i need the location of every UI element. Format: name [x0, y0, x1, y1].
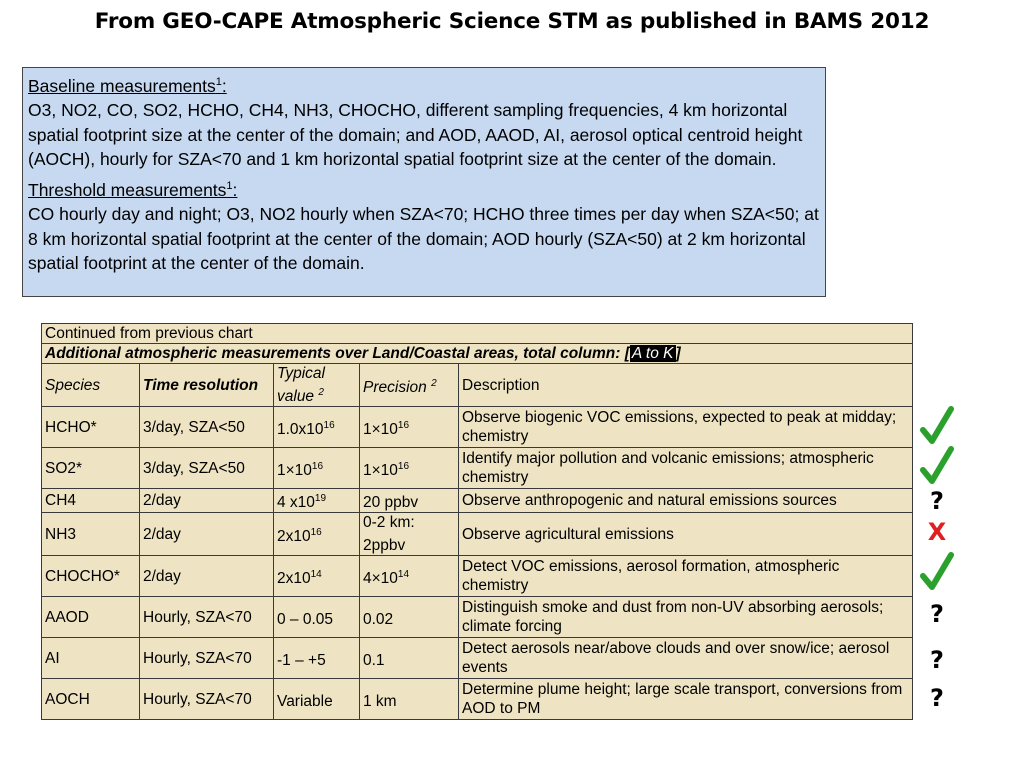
species-cell: AI — [42, 638, 140, 679]
typical-cell: $1\times 10^{16}$ — [274, 448, 360, 489]
table-row — [42, 513, 913, 556]
species-cell: AOCH — [42, 679, 140, 720]
time-cell: 3/day, SZA<50 — [140, 448, 274, 489]
question-mark-aoch: ? — [930, 684, 944, 712]
baseline-text: O3, NO2, CO, SO2, HCHO, CH4, NH3, CHOCHO, different sampling frequencies, 4 km horizontal spatial footprint size at the center of the domain; and AOD, AAOD, AI, aerosol optical centroid height (AOCH), hourly for SZA<70 and 1 km horizontal spatial footprint size at the center of the domain. — [28, 100, 803, 170]
typical-cell: 0 – 0.05 — [274, 597, 360, 638]
table-row — [42, 679, 913, 720]
check-icon — [915, 446, 959, 486]
typical-cell: -1 – +5 — [274, 638, 360, 679]
header-description: Description — [459, 364, 913, 407]
additional-measurements-header: Additional atmospheric measurements over Land/Coastal areas, total column: [ A to K ] — [42, 344, 913, 364]
precision-cell: $4\times 10^{14}$ — [360, 556, 459, 597]
question-mark-ch4: ? — [930, 487, 944, 515]
x-mark-nh3: X — [927, 518, 947, 546]
description-cell: Determine plume height; large scale transport, conversions from AOD to PM — [459, 679, 913, 720]
species-cell: SO2* — [42, 448, 140, 489]
description-cell: Observe agricultural emissions — [459, 513, 913, 556]
precision-cell: 0.1 — [360, 638, 459, 679]
precision-cell: $1\times 10^{16}$ — [360, 448, 459, 489]
table-row — [42, 407, 913, 448]
header-species: Species — [42, 364, 140, 407]
description-cell: Distinguish smoke and dust from non-UV absorbing aerosols; climate forcing — [459, 597, 913, 638]
continued-note: Continued from previous chart — [42, 324, 913, 344]
description-cell: Observe anthropogenic and natural emissions sources — [459, 489, 913, 513]
description-cell: Observe biogenic VOC emissions, expected to peak at midday; chemistry — [459, 407, 913, 448]
measurements-table — [41, 323, 913, 720]
check-icon — [915, 552, 959, 592]
a-to-k-label: A to K — [631, 345, 674, 362]
precision-cell: 1 km — [360, 679, 459, 720]
typical-cell: 4 $x10^{19}$ — [274, 489, 360, 513]
typical-cell: $2x10^{16}$ — [274, 513, 360, 556]
species-cell: CHOCHO* — [42, 556, 140, 597]
description-cell: Detect VOC emissions, aerosol formation, atmospheric chemistry — [459, 556, 913, 597]
precision-cell: 0.02 — [360, 597, 459, 638]
precision-cell: 20 ppbv — [360, 489, 459, 513]
page-title: From GEO-CAPE Atmospheric Science STM as published in BAMS 2012 — [94, 9, 930, 34]
species-cell: AAOD — [42, 597, 140, 638]
time-cell: Hourly, SZA<70 — [140, 679, 274, 720]
requirements-box — [22, 67, 826, 297]
time-cell: 2/day — [140, 489, 274, 513]
species-cell: HCHO* — [42, 407, 140, 448]
table-row — [42, 489, 913, 513]
time-cell: 3/day, SZA<50 — [140, 407, 274, 448]
description-cell: Detect aerosols near/above clouds and over snow/ice; aerosol events — [459, 638, 913, 679]
check-icon — [915, 406, 959, 446]
threshold-text: CO hourly day and night; O3, NO2 hourly when SZA<70; HCHO three times per day when SZA<50; at 8 km horizontal spatial footprint at the center of the domain; AOD hourly (SZA<50) at 2 km horizontal spatial footprint at the center of the domain. — [28, 204, 819, 274]
precision-cell: 0-2 km: 2ppbv — [360, 513, 459, 556]
table-row — [42, 556, 913, 597]
precision-cell: $1\times 10^{16}$ — [360, 407, 459, 448]
threshold-heading: Threshold measurements$^1$: — [28, 179, 238, 200]
time-cell: 2/day — [140, 556, 274, 597]
species-cell: NH3 — [42, 513, 140, 556]
species-cell: CH4 — [42, 489, 140, 513]
header-time-resolution: Time resolution — [140, 364, 274, 407]
question-mark-aaod: ? — [930, 600, 944, 628]
baseline-heading: Baseline measurements$^1$: — [28, 75, 227, 96]
header-precision: Precision $^2$ — [360, 364, 459, 407]
time-cell: Hourly, SZA<70 — [140, 597, 274, 638]
question-mark-ai: ? — [930, 646, 944, 674]
table-row — [42, 597, 913, 638]
description-cell: Identify major pollution and volcanic emissions; atmospheric chemistry — [459, 448, 913, 489]
typical-cell: Variable — [274, 679, 360, 720]
header-typical-value: Typical value $^2$ — [274, 364, 360, 407]
typical-cell: $1.0x10^{16}$ — [274, 407, 360, 448]
time-cell: 2/day — [140, 513, 274, 556]
table-row — [42, 638, 913, 679]
table-row — [42, 448, 913, 489]
time-cell: Hourly, SZA<70 — [140, 638, 274, 679]
typical-cell: $2x10^{14}$ — [274, 556, 360, 597]
